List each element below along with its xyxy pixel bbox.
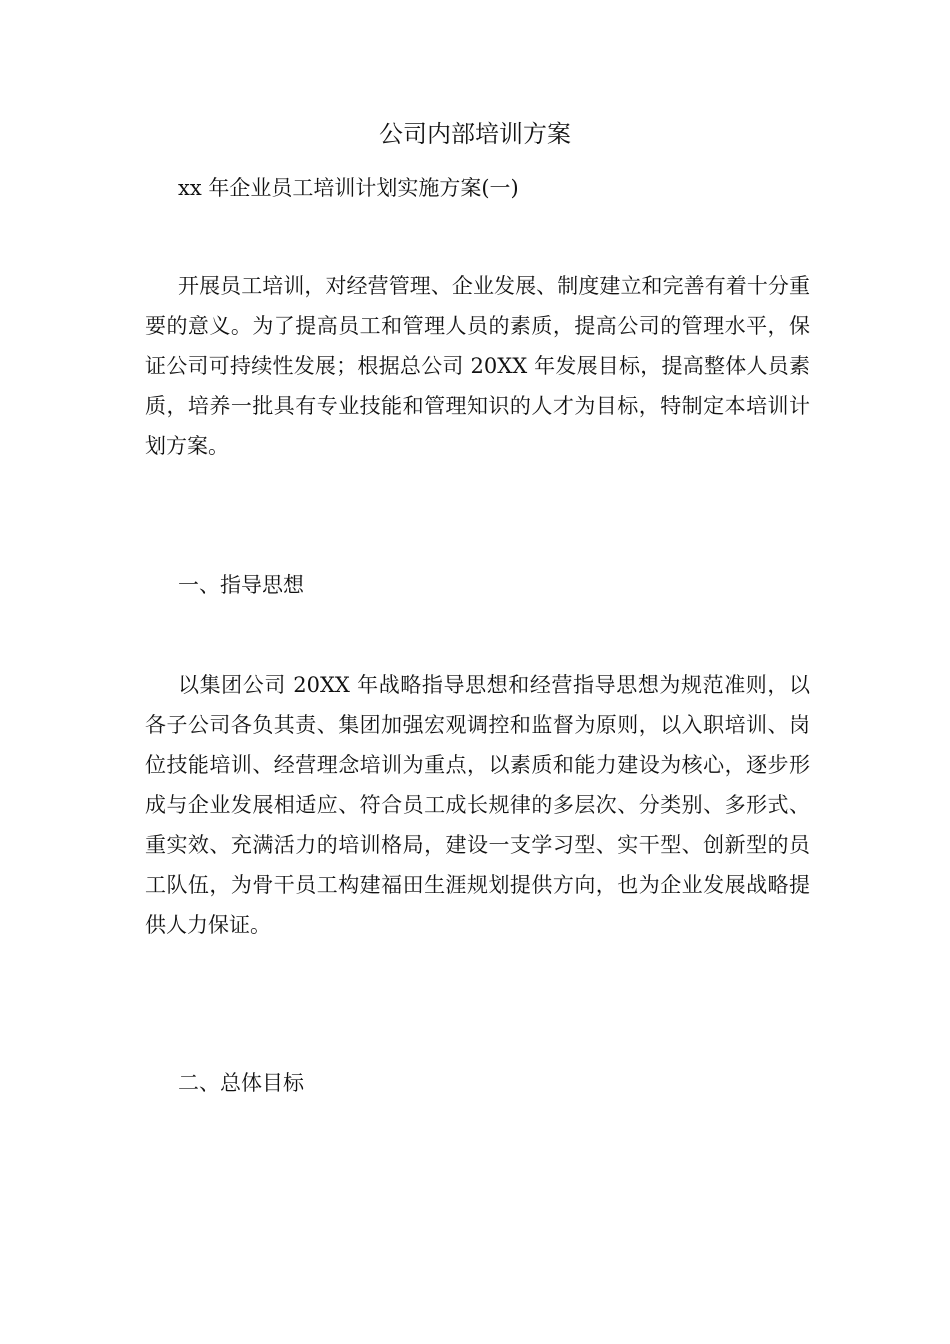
document-subtitle: xx 年企业员工培训计划实施方案(一) bbox=[178, 176, 519, 200]
document-title: 公司内部培训方案 bbox=[379, 120, 571, 148]
intro-paragraph: 开展员工培训，对经营管理、企业发展、制度建立和完善有着十分重要的意义。为了提高员工和管理人员的素质，提高公司的管理水平，保证公司可持续性发展；根据总公司 20XX 年发展目标，提高整体人员素质，培养一批具有专业技能和管理知识的人才为目标，特制定本培训计划方案。 bbox=[145, 274, 810, 458]
guiding-ideology-paragraph: 以集团公司 20XX 年战略指导思想和经营指导思想为规范准则，以各子公司各负其责、集团加强宏观调控和监督为原则，以入职培训、岗位技能培训、经营理念培训为重点，以素质和能力建设为核心，逐步形成与企业发展相适应、符合员工成长规律的多层次、分类别、多形式、重实效、充满活力的培训格局，建设一支学习型、实干型、创新型的员工队伍，为骨干员工构建福田生涯规划提供方向，也为企业发展战略提供人力保证。 bbox=[145, 673, 810, 937]
section-heading-overall-goals: 二、总体目标 bbox=[178, 1071, 304, 1095]
section-heading-guiding-ideology: 一、指导思想 bbox=[178, 573, 304, 597]
